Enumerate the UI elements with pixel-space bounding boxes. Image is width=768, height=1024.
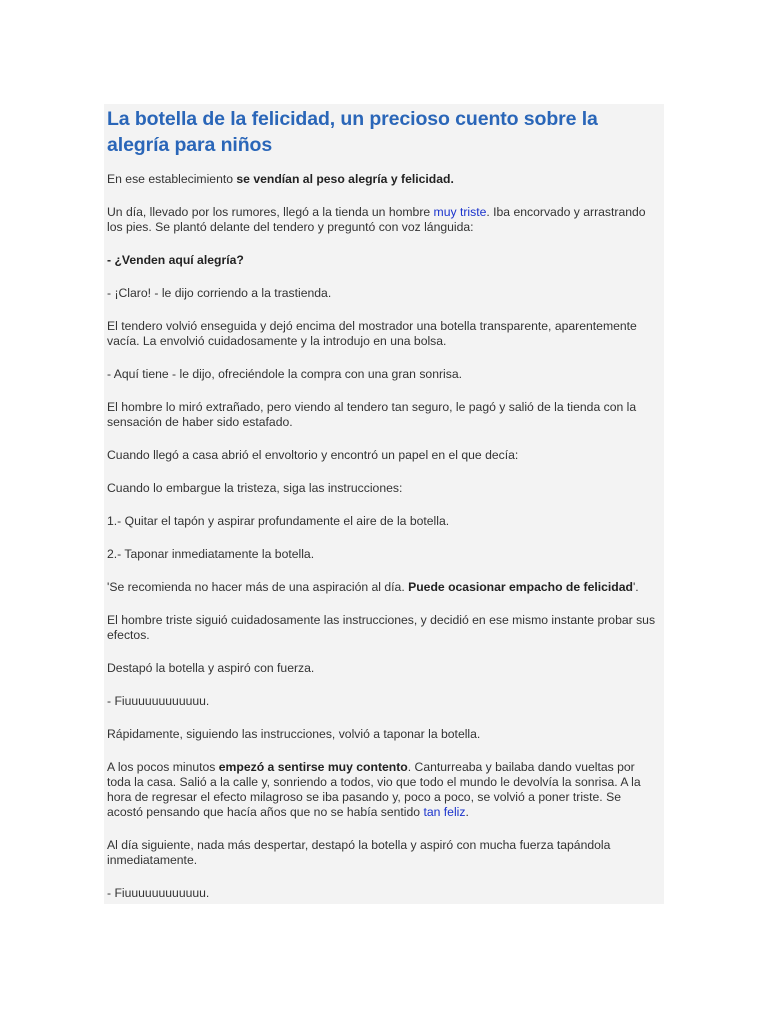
paragraph-text: - ¡Claro! - le dijo corriendo a la trastienda. (107, 286, 332, 300)
article-paragraph (107, 481, 660, 496)
article-title: La botella de la felicidad, un precioso cuento sobre la alegría para niños (107, 108, 598, 156)
paragraph-text: Un día, llevado por los rumores, llegó a la tienda un hombre (107, 205, 434, 219)
article-paragraph (107, 613, 660, 643)
bold-text: Puede ocasionar empacho de felicidad (408, 580, 633, 594)
paragraph-text: . Iba encorvado y arrastrando los pies. Se plantó delante del tendero y preguntó con voz lánguida: (107, 205, 646, 234)
article-paragraph (107, 448, 660, 463)
article-paragraph (107, 580, 660, 595)
paragraph-text: Cuando lo embargue la tristeza, siga las instrucciones: (107, 481, 403, 495)
paragraph-text: - Aquí tiene - le dijo, ofreciéndole la compra con una gran sonrisa. (107, 367, 462, 381)
paragraph-text: El hombre lo miró extrañado, pero viendo al tendero tan seguro, le pagó y salió de la tienda con la sensación de haber sido estafado. (107, 400, 637, 429)
paragraph-text: En ese establecimiento (107, 172, 237, 186)
bold-text: se vendían al peso alegría y felicidad. (236, 172, 454, 186)
paragraph-text: Cuando llegó a casa abrió el envoltorio y encontró un papel en el que decía: (107, 448, 519, 462)
paragraph-text: 'Se recomienda no hacer más de una aspiración al día. (107, 580, 409, 594)
paragraph-text: - Fiuuuuuuuuuuuu. (107, 886, 210, 900)
article-paragraph (107, 367, 660, 382)
article-paragraph (107, 838, 660, 868)
article-paragraph (107, 319, 660, 349)
paragraph-text: 1.- Quitar el tapón y aspirar profundamente el aire de la botella. (107, 514, 450, 528)
article-paragraph (107, 514, 660, 529)
inline-link[interactable]: tan feliz (423, 805, 466, 819)
article-paragraph (107, 886, 660, 901)
bold-text: empezó a sentirse muy contento (218, 760, 408, 774)
paragraph-text: Destapó la botella y aspiró con fuerza. (107, 661, 315, 675)
article-paragraph (107, 172, 660, 187)
article-paragraph (107, 253, 660, 268)
bold-text: - ¿Venden aquí alegría? (107, 253, 244, 267)
paragraph-text: 2.- Taponar inmediatamente la botella. (107, 547, 315, 561)
paragraph-text: Rápidamente, siguiendo las instrucciones, volvió a taponar la botella. (107, 727, 481, 741)
inline-link[interactable]: muy triste (433, 205, 487, 219)
article-paragraph (107, 760, 660, 820)
paragraph-text: El tendero volvió enseguida y dejó encima del mostrador una botella transparente, aparentemente vacía. La envolvió cuidadosamente y la introdujo en una bolsa. (107, 319, 637, 348)
article-paragraph (107, 661, 660, 676)
paragraph-text: Al día siguiente, nada más despertar, destapó la botella y aspiró con mucha fuerza tapándola inmediatamente. (107, 838, 611, 867)
paragraph-text: A los pocos minutos (107, 760, 219, 774)
paragraph-text: - Fiuuuuuuuuuuuu. (107, 694, 210, 708)
paragraph-text: . (465, 805, 469, 819)
article-body (107, 172, 660, 901)
article-paragraph (107, 547, 660, 562)
paragraph-text: El hombre triste siguió cuidadosamente las instrucciones, y decidió en ese mismo instante probar sus efectos. (107, 613, 656, 642)
article-paragraph (107, 694, 660, 709)
paragraph-text: '. (632, 580, 639, 594)
article-paragraph (107, 286, 660, 301)
article-page (104, 104, 664, 904)
paragraph-text: . Canturreaba y bailaba dando vueltas por toda la casa. Salió a la calle y, sonriendo a todos, vio que todo el mundo le devolvía la sonrisa. A la hora de regresar el efecto milagroso se iba pasando y, poco a poco, se volvió a poner triste. Se acostó pensando que hacía años que no se había sentido (107, 760, 641, 819)
article-paragraph (107, 400, 660, 430)
article-paragraph (107, 727, 660, 742)
article-paragraph (107, 205, 660, 235)
